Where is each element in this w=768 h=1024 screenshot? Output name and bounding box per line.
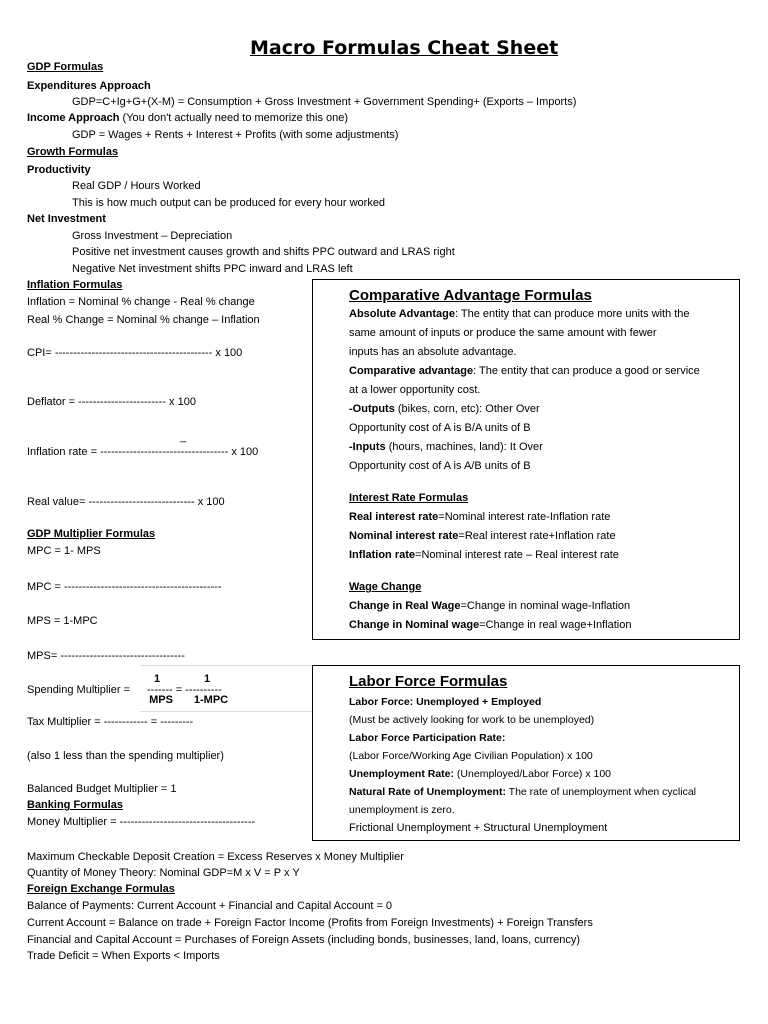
balanced-budget-multiplier: Balanced Budget Multiplier = 1 [27, 783, 177, 795]
nominal-wage-label: Change in Nominal wage [349, 619, 480, 631]
income-approach-line [27, 112, 348, 125]
banking-heading: Banking Formulas [27, 799, 123, 811]
inputs-cost: Opportunity cost of A is A/B units of B [349, 460, 531, 472]
outputs-label: -Outputs [349, 403, 395, 415]
productivity-desc: This is how much output can be produced for every hour worked [72, 197, 386, 209]
wage-change-heading: Wage Change [349, 581, 422, 593]
mpc-line1: MPC = 1- MPS [27, 545, 101, 557]
nominal-wage-text: =Change in real wage+Inflation [479, 619, 632, 631]
comparative-advantage-line2: at a lower opportunity cost. [349, 384, 481, 396]
spending-multiplier-dashes: ------- = ---------- [147, 684, 222, 696]
net-investment-negative: Negative Net investment shifts PPC inward and LRAS left [72, 263, 353, 275]
outputs-text: (bikes, corn, etc): Other Over [394, 403, 540, 415]
inflation-rate [349, 546, 619, 565]
comparative-advantage-box [312, 279, 740, 640]
inputs-label: -Inputs [349, 441, 386, 453]
fraction-1-numerator: 1 [153, 673, 161, 685]
real-interest-rate-text: =Nominal interest rate-Inflation rate [438, 511, 611, 523]
lfpr-formula: (Labor Force/Working Age Civilian Population) x 100 [349, 750, 593, 762]
natural-rate-text: The rate of unemployment when cyclical [505, 786, 697, 798]
outputs-line [349, 400, 540, 419]
forex-line3: Financial and Capital Account = Purchases of Foreign Assets (including bonds, businesses, land, loans, currency) [27, 934, 581, 946]
real-interest-rate [349, 508, 610, 527]
income-formula: GDP = Wages + Rents + Interest + Profits (with some adjustments) [72, 129, 399, 141]
absolute-advantage-text: : The entity that can produce more units with the [454, 308, 690, 320]
inflation-line2: Real % Change = Nominal % change – Inflation [27, 314, 260, 326]
comparative-advantage-text: : The entity that can produce a good or service [473, 365, 700, 377]
comparative-advantage-line1 [349, 362, 700, 381]
natural-rate-line3: Frictional Unemployment + Structural Unemployment [349, 822, 608, 834]
real-wage-text: =Change in nominal wage-Inflation [460, 600, 631, 612]
natural-rate-line1 [349, 783, 696, 801]
comparative-heading: Comparative Advantage Formulas [349, 287, 592, 304]
inflation-line1: Inflation = Nominal % change - Real % change [27, 296, 255, 308]
comparative-advantage-label: Comparative advantage [349, 365, 474, 377]
nominal-interest-rate-label: Nominal interest rate [349, 530, 459, 542]
interest-rate-heading: Interest Rate Formulas [349, 492, 469, 504]
forex-line1: Balance of Payments: Current Account + Financial and Capital Account = 0 [27, 900, 393, 912]
cpi-formula: CPI= ------------------------------------------- x 100 [27, 347, 243, 359]
outputs-cost: Opportunity cost of A is B/A units of B [349, 422, 531, 434]
unemployment-rate-text: (Unemployed/Labor Force) x 100 [454, 768, 612, 780]
labor-force-formula: Labor Force: Unemployed + Employed [349, 696, 542, 708]
fraction-2-denominator: 1-MPC [193, 694, 229, 706]
max-deposit-creation: Maximum Checkable Deposit Creation = Excess Reserves x Money Multiplier [27, 851, 404, 863]
inflation-rate-text: =Nominal interest rate – Real interest rate [415, 549, 619, 561]
labor-force-heading: Labor Force Formulas [349, 673, 508, 690]
mps-line2: MPS= ---------------------------------- [27, 650, 185, 662]
forex-heading: Foreign Exchange Formulas [27, 883, 175, 895]
real-wage-label: Change in Real Wage [349, 600, 461, 612]
inputs-text: (hours, machines, land): It Over [385, 441, 543, 453]
income-note: (You don't actually need to memorize this one) [119, 112, 349, 124]
mps-line1: MPS = 1-MPC [27, 615, 98, 627]
inputs-line [349, 438, 543, 457]
lfpr-label: Labor Force Participation Rate: [349, 732, 506, 744]
tax-multiplier: Tax Multiplier = ------------ = --------- [27, 716, 194, 728]
unemployment-rate-label: Unemployment Rate: [349, 768, 455, 780]
unemployment-rate [349, 765, 611, 783]
page-title: Macro Formulas Cheat Sheet [250, 37, 559, 59]
money-multiplier: Money Multiplier = ------------------------------------- [27, 816, 256, 828]
net-investment-formula: Gross Investment – Depreciation [72, 230, 233, 242]
expenditures-label: Expenditures Approach [27, 80, 151, 92]
inflation-rate-label: Inflation rate [349, 549, 416, 561]
forex-line2: Current Account = Balance on trade + Foreign Factor Income (Profits from Foreign Investments) + Foreign Transfers [27, 917, 593, 929]
net-investment-label: Net Investment [27, 213, 106, 225]
mpc-line2: MPC = ------------------------------------------- [27, 581, 222, 593]
forex-line4: Trade Deficit = When Exports < Imports [27, 950, 220, 962]
bar-mark: _ [180, 431, 187, 443]
fraction-1-denominator: MPS [149, 694, 173, 706]
nominal-interest-rate-text: =Real interest rate+Inflation rate [458, 530, 616, 542]
productivity-formula: Real GDP / Hours Worked [72, 180, 201, 192]
productivity-label: Productivity [27, 164, 91, 176]
absolute-advantage-line3: inputs has an absolute advantage. [349, 346, 517, 358]
nominal-wage-change [349, 616, 631, 635]
deflator-formula: Deflator = ------------------------ x 100 [27, 396, 196, 408]
nominal-interest-rate [349, 527, 616, 546]
multiplier-heading: GDP Multiplier Formulas [27, 528, 156, 540]
absolute-advantage-label: Absolute Advantage [349, 308, 455, 320]
inflation-heading: Inflation Formulas [27, 279, 123, 291]
natural-rate-line2: unemployment is zero. [349, 804, 455, 816]
spending-multiplier-label: Spending Multiplier = [27, 684, 131, 696]
real-interest-rate-label: Real interest rate [349, 511, 439, 523]
tax-multiplier-note: (also 1 less than the spending multiplier) [27, 750, 224, 762]
quantity-theory: Quantity of Money Theory: Nominal GDP=M x V = P x Y [27, 867, 300, 879]
labor-force-box [312, 665, 740, 841]
natural-rate-label: Natural Rate of Unemployment: [349, 786, 506, 798]
real-value-formula: Real value= ----------------------------- x 100 [27, 496, 225, 508]
net-investment-positive: Positive net investment causes growth and shifts PPC outward and LRAS right [72, 246, 455, 258]
labor-force-note: (Must be actively looking for work to be unemployed) [349, 714, 595, 726]
absolute-advantage-line1 [349, 305, 690, 324]
fraction-2-numerator: 1 [203, 673, 211, 685]
income-label: Income Approach [27, 112, 120, 124]
inflation-rate-formula: Inflation rate = ----------------------------------- x 100 [27, 446, 259, 458]
expenditures-formula: GDP=C+Ig+G+(X-M) = Consumption + Gross Investment + Government Spending+ (Exports – Imports) [72, 96, 577, 108]
growth-heading: Growth Formulas [27, 146, 119, 158]
absolute-advantage-line2: same amount of inputs or produce the same amount with fewer [349, 327, 657, 339]
real-wage-change [349, 597, 630, 616]
gdp-heading: GDP Formulas [27, 61, 104, 73]
